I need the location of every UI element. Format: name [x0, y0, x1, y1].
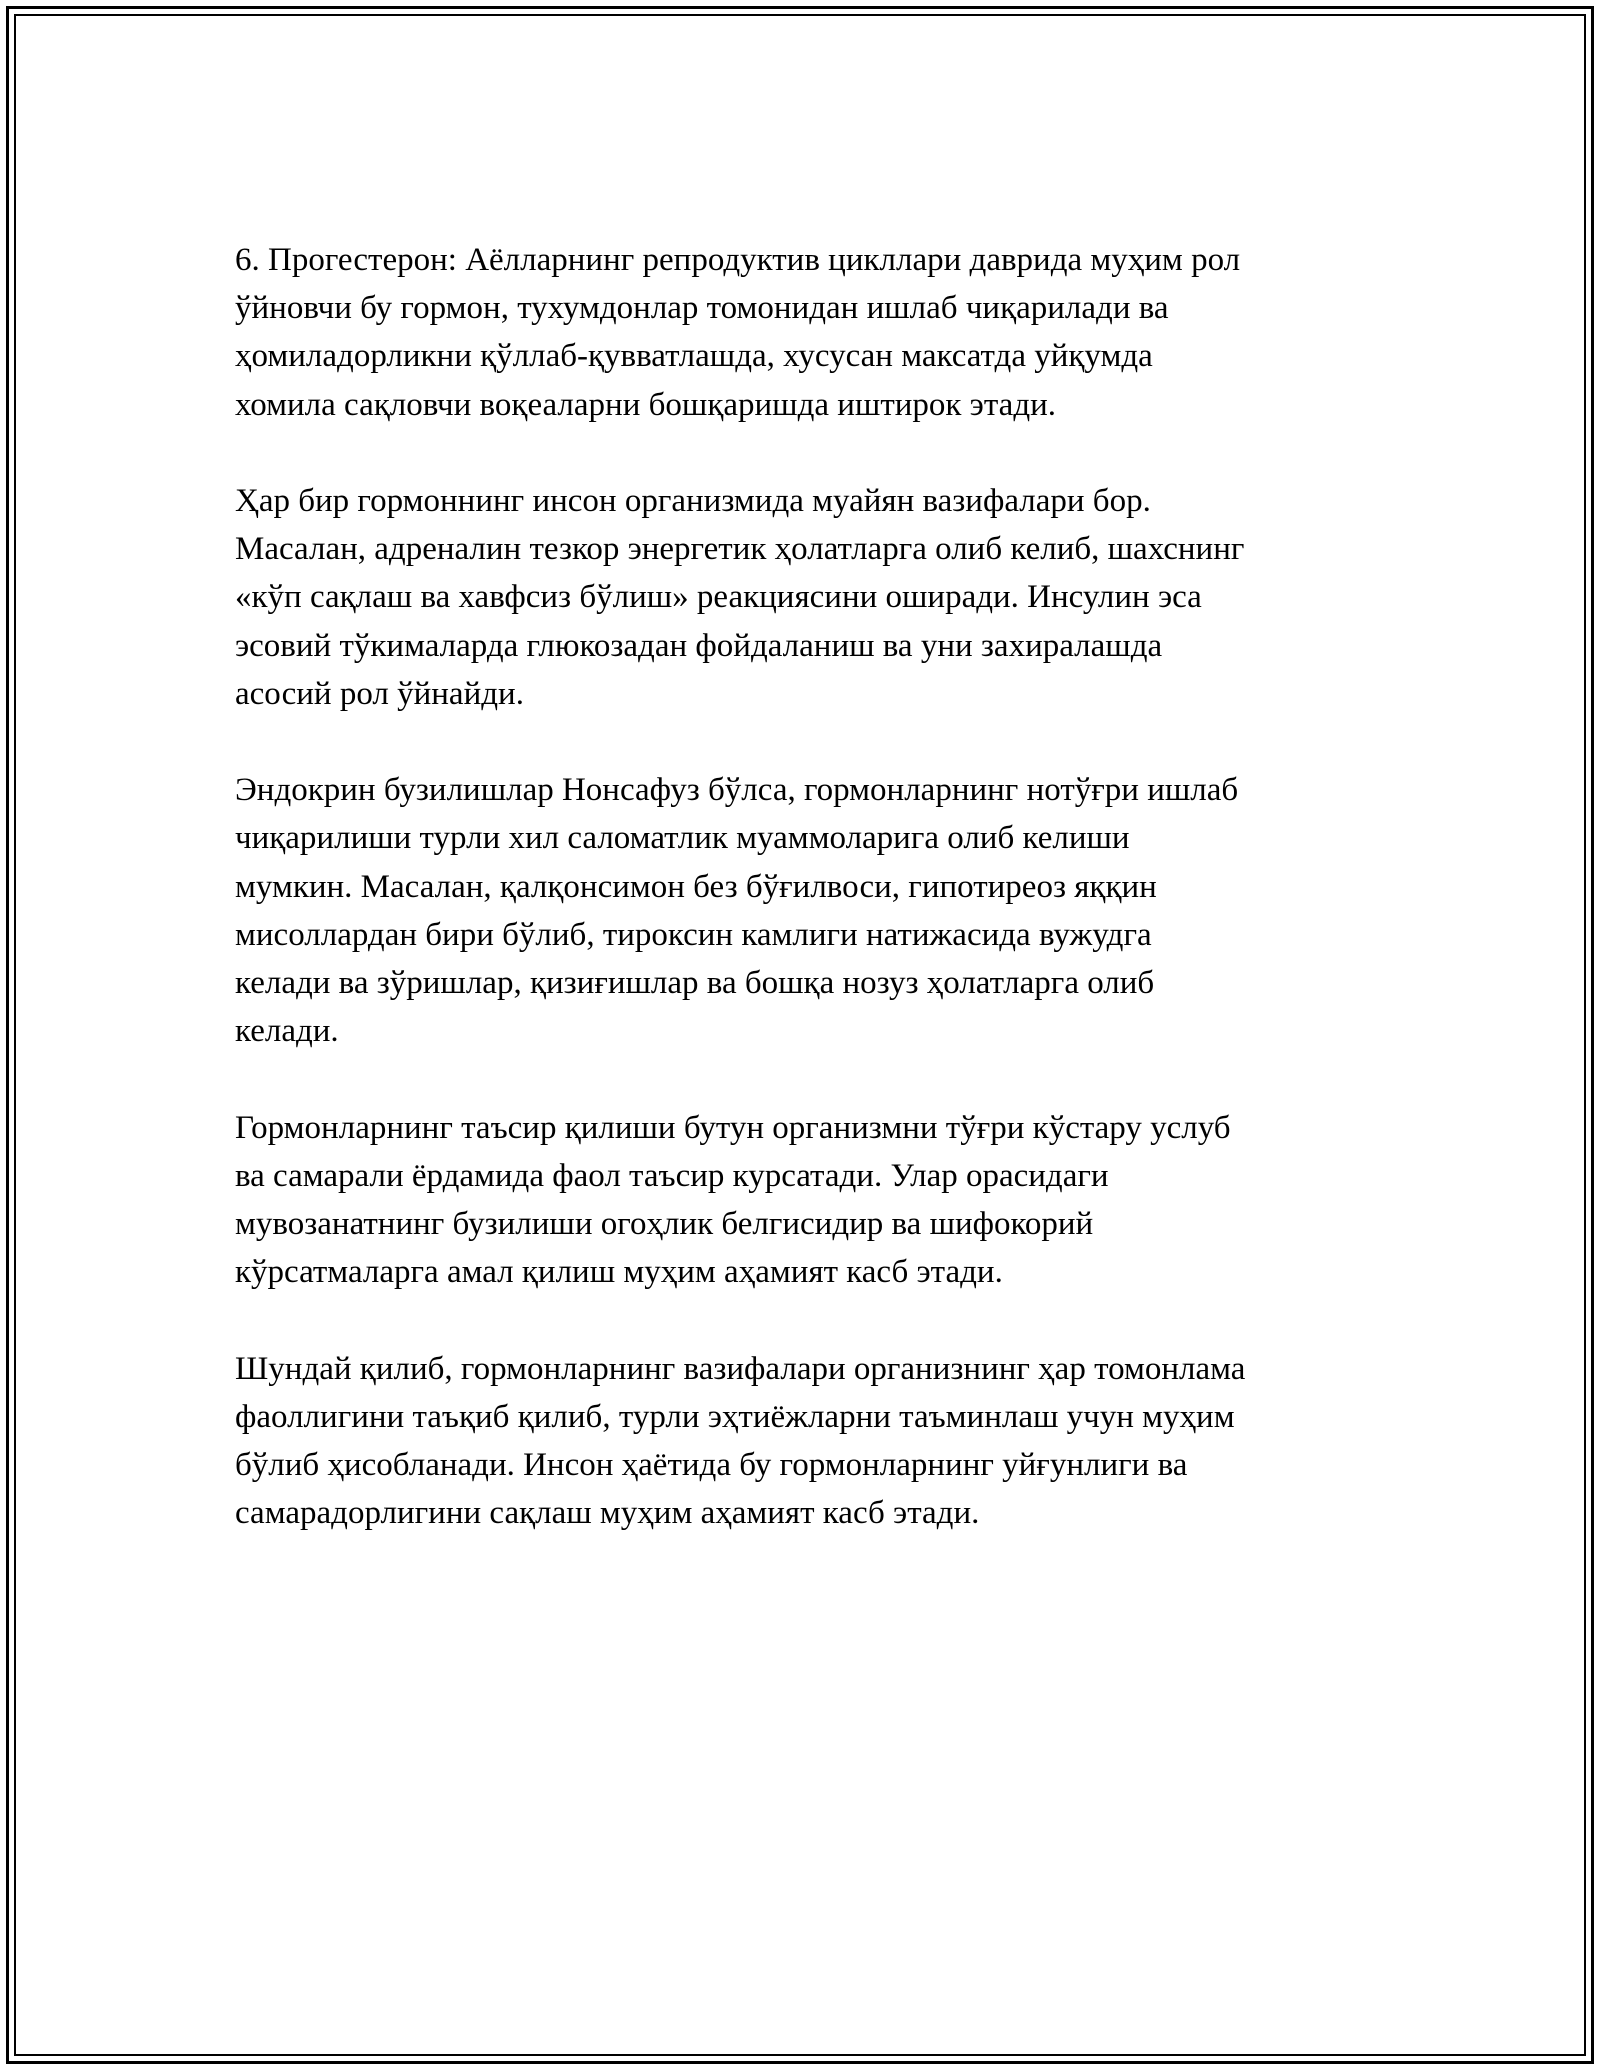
- paragraph-progesterone: 6. Прогестерон: Аёлларнинг репродуктив цикллари даврида муҳим рол ўйновчи бу гормон, тухумдонлар томонидан ишлаб чиқарилади ва ҳомиладорликни қўллаб-қувватлашда, хусусан максатда уйқумда хомила сақловчи воқеаларни бошқаришда иштирок этади.: [235, 242, 1241, 423]
- paragraph-hormone-effects: Гормонларнинг таъсир қилиши бутун организмни тўғри кўстару услуб ва самарали ёрдамида фаол таъсир курсатади. Улар орасидаги мувозанатнинг бузилиши огоҳлик белгисидир ва шифокорий кўрсатмаларга амал қилиш муҳим аҳамият касб этади.: [235, 1109, 1231, 1291]
- document-body: [235, 236, 1395, 1586]
- paragraph-hormone-functions: Ҳар бир гормоннинг инсон организмида муайян вазифалари бор. Масалан, адреналин тезкор энергетик ҳолатларга олиб келиб, шахснинг «кўп сақлаш ва хавфсиз бўлиш» реакциясини оширади. Инсулин эса эсовий тўкималарда глюкозадан фойдаланиш ва уни захиралашда асосий рол ўйнайди.: [235, 483, 1245, 712]
- paragraph-endocrine-disorders: Эндокрин бузилишлар Нонсафуз бўлса, гормонларнинг нотўғри ишлаб чиқарилиши турли хил саломатлик муаммоларига олиб келиши мумкин. Масалан, қалқонсимон без бўғилвоси, гипотиреоз яққин мисоллардан бири бўлиб, тироксин камлиги натижасида вужудга келади ва зўришлар, қизиғишлар ва бошқа нозуз ҳолатларга олиб келади.: [235, 772, 1239, 1050]
- paragraph-conclusion: Шундай қилиб, гормонларнинг вазифалари организнинг ҳар томонлама фаоллигини таъқиб қилиб, турли эҳтиёжларни таъминлаш учун муҳим бўлиб ҳисобланади. Инсон ҳаётида бу гормонларнинг уйғунлиги ва самарадорлигини сақлаш муҳим аҳамият касб этади.: [235, 1350, 1246, 1532]
